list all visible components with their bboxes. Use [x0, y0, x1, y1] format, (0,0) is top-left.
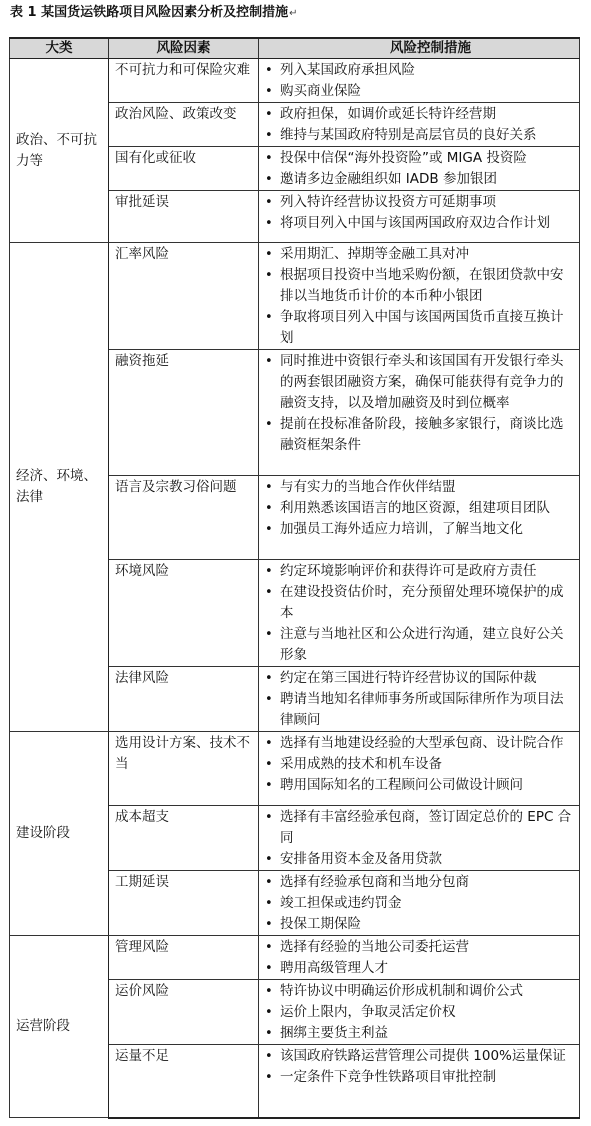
measure-item: • 该国政府铁路运营管理公司提供 100%运量保证 [261, 1046, 573, 1067]
measures-list [261, 351, 573, 456]
measures-list [261, 60, 573, 102]
control-measures-cell [259, 667, 580, 732]
measure-item: • 选择有当地建设经验的大型承包商、设计院合作 [261, 733, 573, 754]
risk-factor-cell: 运量不足 [109, 1045, 259, 1118]
measure-item: • 利用熟悉该国语言的地区资源，组建项目团队 [261, 498, 573, 519]
risk-factor-cell: 选用设计方案、技术不当 [109, 732, 259, 806]
measure-item: • 列入特许经营协议投资方可延期事项 [261, 192, 573, 213]
control-measures-cell [259, 147, 580, 191]
control-measures-cell [259, 103, 580, 147]
measure-item: • 与有实力的当地合作伙伴结盟 [261, 477, 573, 498]
control-measures-cell [259, 936, 580, 980]
measure-item: • 加强员工海外适应力培训，了解当地文化 [261, 519, 573, 540]
measures-list [261, 733, 573, 796]
measure-item: • 选择有经验的当地公司委托运营 [261, 937, 573, 958]
measures-list [261, 937, 573, 979]
risk-factor-cell: 国有化或征收 [109, 147, 259, 191]
risk-factor-cell: 政治风险、政策改变 [109, 103, 259, 147]
measure-item: • 聘用高级管理人才 [261, 958, 573, 979]
table-row [10, 243, 580, 350]
table-body [10, 59, 580, 1118]
measures-list [261, 104, 573, 146]
control-measures-cell [259, 350, 580, 476]
measure-item: • 约定在第三国进行特许经营协议的国际仲裁 [261, 668, 573, 689]
risk-factor-cell: 环境风险 [109, 560, 259, 667]
measures-list [261, 561, 573, 666]
control-measures-cell [259, 59, 580, 103]
measure-item: • 政府担保，如调价或延长特许经营期 [261, 104, 573, 125]
measure-item: • 根据项目投资中当地采购份额，在银团贷款中安排以当地货币计价的本币种小银团 [261, 265, 573, 307]
control-measures-cell [259, 980, 580, 1045]
measure-item: • 选择有丰富经验承包商，签订固定总价的 EPC 合同 [261, 807, 573, 849]
measure-item: • 选择有经验承包商和当地分包商 [261, 872, 573, 893]
risk-factor-cell: 运价风险 [109, 980, 259, 1045]
measure-item: • 在建设投资估价时，充分预留处理环境保护的成本 [261, 582, 573, 624]
measure-item: • 安排备用资本金及备用贷款 [261, 849, 573, 870]
measure-item: • 争取将项目列入中国与该国两国货币直接互换计划 [261, 307, 573, 349]
risk-factor-cell: 审批延误 [109, 191, 259, 243]
risk-factor-cell: 成本超支 [109, 806, 259, 871]
risk-table [9, 37, 580, 1119]
measure-item: • 将项目列入中国与该国两国政府双边合作计划 [261, 213, 573, 234]
control-measures-cell [259, 806, 580, 871]
risk-factor-cell: 汇率风险 [109, 243, 259, 350]
measure-item: • 投保工期保险 [261, 914, 573, 935]
risk-factor-cell: 融资拖延 [109, 350, 259, 476]
measures-list [261, 477, 573, 540]
measures-list [261, 872, 573, 935]
control-measures-cell [259, 191, 580, 243]
table-row [10, 936, 580, 980]
measure-item: • 同时推进中资银行牵头和该国国有开发银行牵头的两套银团融资方案，确保可能获得有竞争力的融资支持，以及增加融资及时到位概率 [261, 351, 573, 414]
measure-item: • 采用成熟的技术和机车设备 [261, 754, 573, 775]
table-row [10, 732, 580, 806]
category-cell: 运营阶段 [10, 936, 109, 1118]
measures-list [261, 981, 573, 1044]
measure-item: • 采用期汇、掉期等金融工具对冲 [261, 244, 573, 265]
risk-factor-cell: 工期延误 [109, 871, 259, 936]
control-measures-cell [259, 1045, 580, 1118]
measure-item: • 特许协议中明确运价形成机制和调价公式 [261, 981, 573, 1002]
measure-item: • 购买商业保险 [261, 81, 573, 102]
table-row [10, 59, 580, 103]
risk-factor-cell: 不可抗力和可保险灾难 [109, 59, 259, 103]
category-cell: 建设阶段 [10, 732, 109, 936]
measures-list [261, 807, 573, 870]
measure-item: • 约定环境影响评价和获得许可是政府方责任 [261, 561, 573, 582]
measure-item: • 聘用国际知名的工程顾问公司做设计顾问 [261, 775, 573, 796]
measure-item: • 注意与当地社区和公众进行沟通，建立良好公关形象 [261, 624, 573, 666]
header-factor: 风险因素 [109, 38, 259, 59]
measures-list [261, 1046, 573, 1088]
header-category: 大类 [10, 38, 109, 59]
measure-item: • 列入某国政府承担风险 [261, 60, 573, 81]
category-cell: 经济、环境、法律 [10, 243, 109, 732]
measure-item: • 竣工担保或违约罚金 [261, 893, 573, 914]
risk-factor-cell: 语言及宗教习俗问题 [109, 476, 259, 560]
measures-list [261, 668, 573, 731]
measure-item: • 维持与某国政府特别是高层官员的良好关系 [261, 125, 573, 146]
control-measures-cell [259, 732, 580, 806]
control-measures-cell [259, 560, 580, 667]
risk-factor-cell: 法律风险 [109, 667, 259, 732]
measure-item: • 一定条件下竞争性铁路项目审批控制 [261, 1067, 573, 1088]
measure-item: • 投保中信保“海外投资险”或 MIGA 投资险 [261, 148, 573, 169]
measure-item: • 聘请当地知名律师事务所或国际律所作为项目法律顾问 [261, 689, 573, 731]
header-measures: 风险控制措施 [259, 38, 580, 59]
measure-item: • 邀请多边金融组织如 IADB 参加银团 [261, 169, 573, 190]
table-header-row [10, 38, 580, 59]
control-measures-cell [259, 243, 580, 350]
measures-list [261, 244, 573, 349]
measure-item: • 运价上限内，争取灵活定价权 [261, 1002, 573, 1023]
table-caption: 表 1 某国货运铁路项目风险因素分析及控制措施↵ [10, 5, 298, 20]
control-measures-cell [259, 871, 580, 936]
measures-list [261, 148, 573, 190]
measure-item: • 捆绑主要货主利益 [261, 1023, 573, 1044]
measures-list [261, 192, 573, 234]
risk-factor-cell: 管理风险 [109, 936, 259, 980]
category-cell: 政治、不可抗力等 [10, 59, 109, 243]
control-measures-cell [259, 476, 580, 560]
measure-item: • 提前在投标准备阶段，接触多家银行，商谈比选融资框架条件 [261, 414, 573, 456]
